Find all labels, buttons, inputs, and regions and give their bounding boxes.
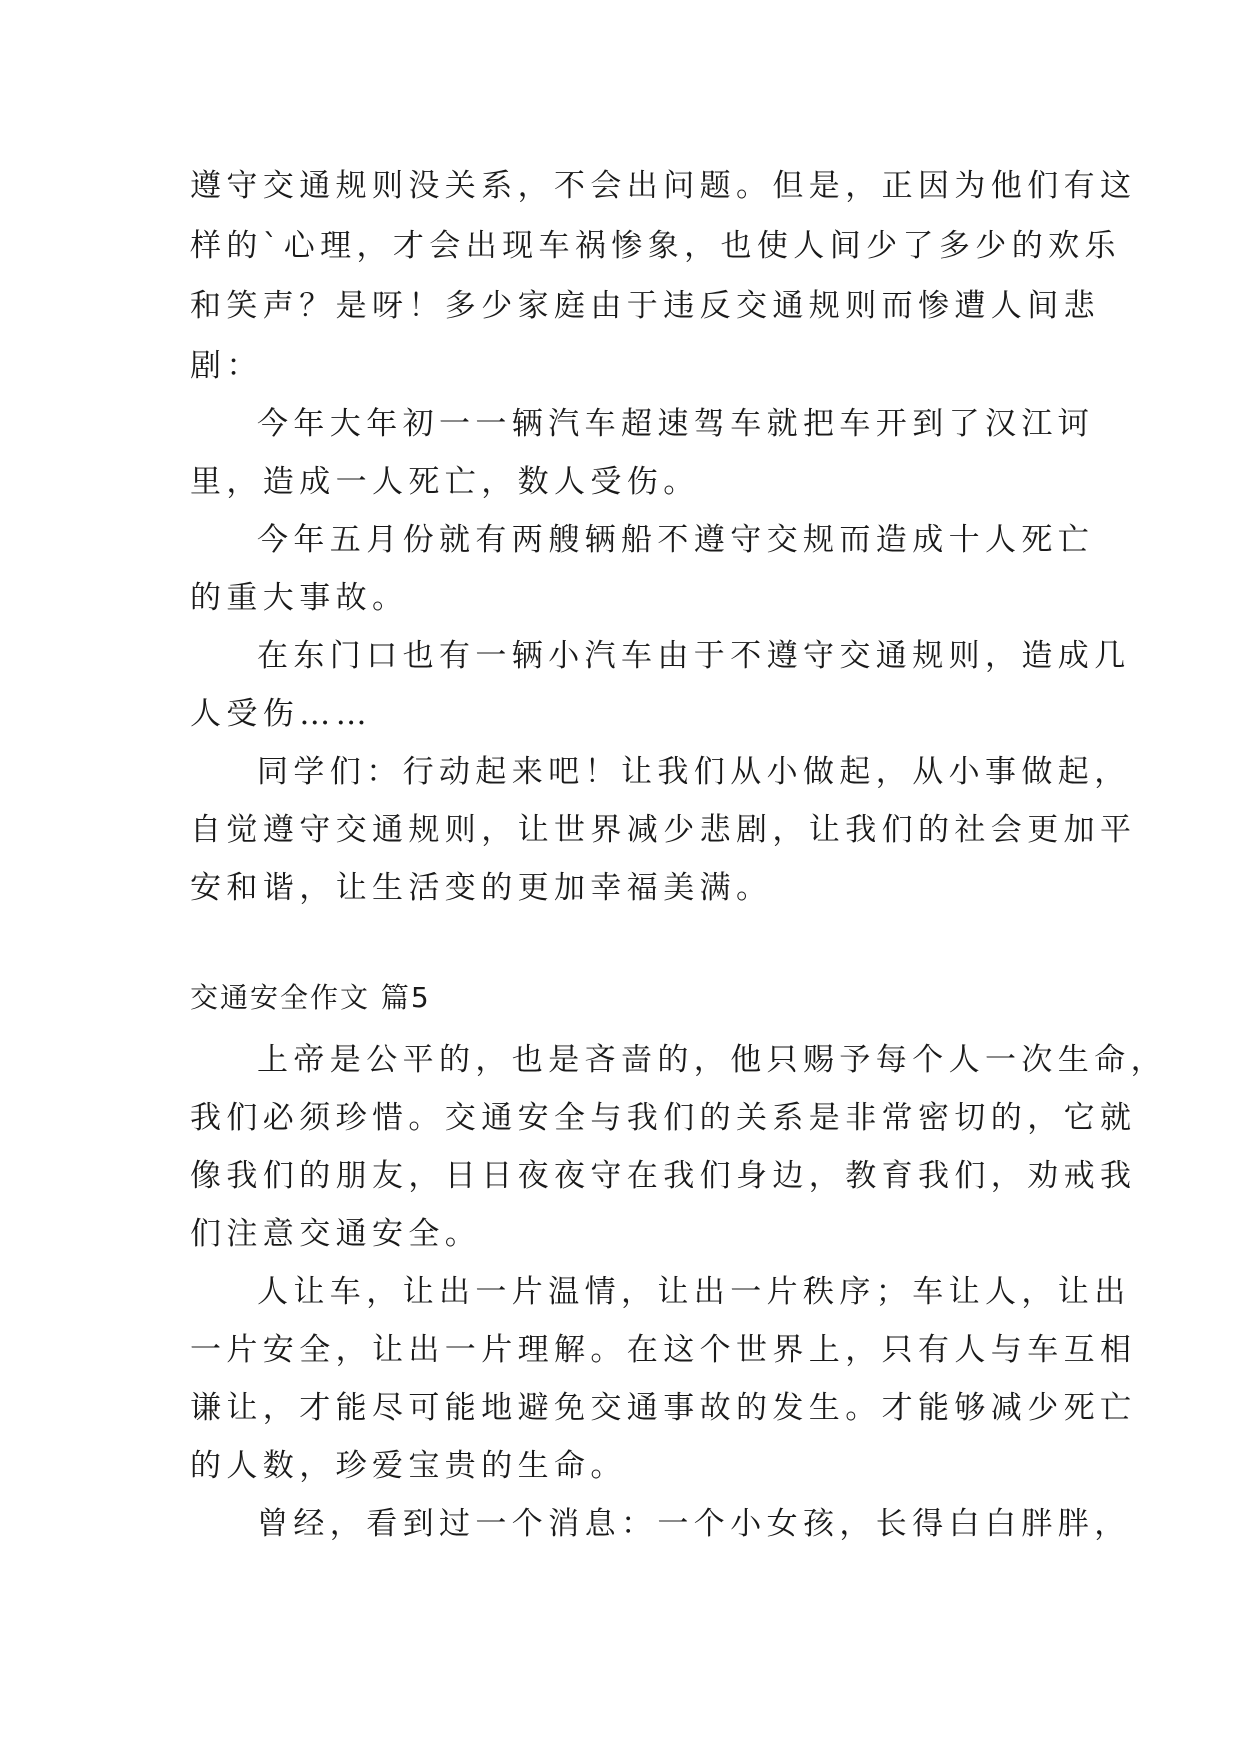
- paragraph-line: 和笑声？是呀！多少家庭由于违反交通规则而惨遭人间悲: [190, 288, 1100, 324]
- paragraph-line: 们注意交通安全。: [190, 1216, 482, 1252]
- paragraph-line: 自觉遵守交通规则，让世界减少悲剧，让我们的社会更加平: [190, 812, 1137, 848]
- paragraph-line: 谦让，才能尽可能地避免交通事故的发生。才能够减少死亡: [190, 1390, 1137, 1426]
- paragraph-line: 一片安全，让出一片理解。在这个世界上，只有人与车互相: [190, 1332, 1137, 1368]
- paragraph-line: 安和谐，让生活变的更加幸福美满。: [190, 870, 773, 906]
- paragraph-line: 我们必须珍惜。交通安全与我们的关系是非常密切的，它就: [190, 1100, 1137, 1136]
- paragraph-line: 同学们：行动起来吧！让我们从小做起，从小事做起，: [257, 754, 1131, 790]
- paragraph-line: 的重大事故。: [190, 580, 409, 616]
- paragraph-line: 剧：: [190, 348, 263, 384]
- paragraph-line: 的人数，珍爱宝贵的生命。: [190, 1448, 627, 1484]
- paragraph-line: 样的`心理，才会出现车祸惨象，也使人间少了多少的欢乐: [190, 228, 1121, 264]
- paragraph-line: 今年五月份就有两艘辆船不遵守交规而造成十人死亡: [257, 522, 1095, 558]
- paragraph-line: 今年大年初一一辆汽车超速驾车就把车开到了汉江诃: [257, 406, 1095, 442]
- paragraph-line: 在东门口也有一辆小汽车由于不遵守交通规则，造成几: [257, 638, 1131, 674]
- paragraph-line: 人受伤……: [190, 696, 372, 732]
- paragraph-line: 像我们的朋友，日日夜夜守在我们身边，教育我们，劝戒我: [190, 1158, 1137, 1194]
- paragraph-line: 遵守交通规则没关系，不会出问题。但是，正因为他们有这: [190, 168, 1137, 204]
- paragraph-line: 人让车，让出一片温情，让出一片秩序；车让人，让出: [257, 1274, 1131, 1310]
- paragraph-line: 曾经，看到过一个消息：一个小女孩，长得白白胖胖，: [257, 1506, 1131, 1542]
- section-heading: 交通安全作文 篇5: [190, 981, 431, 1014]
- paragraph-line: 上帝是公平的，也是吝啬的，他只赐予每个人一次生命，: [257, 1042, 1167, 1078]
- paragraph-line: 里，造成一人死亡，数人受伤。: [190, 464, 700, 500]
